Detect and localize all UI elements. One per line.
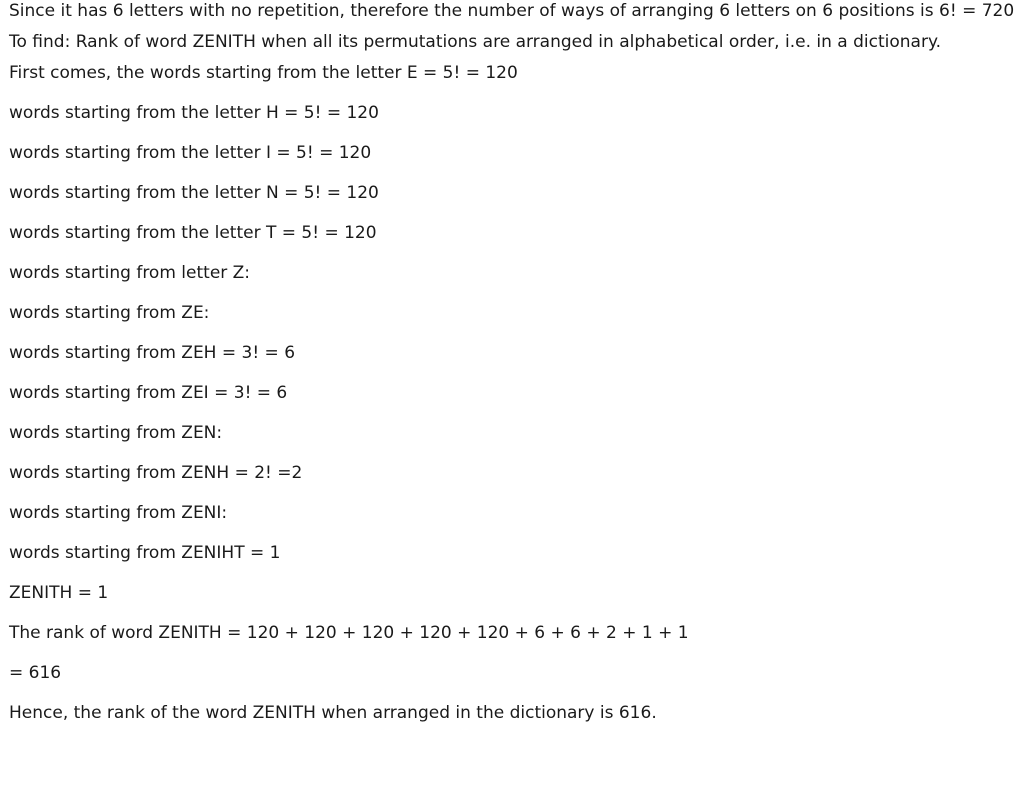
- line-rank-result: = 616: [9, 663, 62, 683]
- line-zeh: words starting from ZEH = 3! = 6: [9, 343, 296, 363]
- intro-paragraph: Since it has 6 letters with no repetition, therefore the number of ways of arranging 6 letters on 6 positions is 6! = 720: [9, 1, 1015, 21]
- line-letter-z: words starting from letter Z:: [9, 263, 251, 283]
- line-rank-sum: The rank of word ZENITH = 120 + 120 + 120 + 120 + 120 + 6 + 6 + 2 + 1 + 1: [9, 623, 689, 643]
- line-zeniht: words starting from ZENIHT = 1: [9, 543, 281, 563]
- line-zenh: words starting from ZENH = 2! =2: [9, 463, 303, 483]
- line-zenith: ZENITH = 1: [9, 583, 109, 603]
- solution-document: [9, 1, 1017, 743]
- line-letter-t: words starting from the letter T = 5! = 120: [9, 223, 377, 243]
- to-find-paragraph: To find: Rank of word ZENITH when all its permutations are arranged in alphabetical order, i.e. in a dictionary.: [9, 32, 941, 52]
- line-letter-i: words starting from the letter I = 5! = 120: [9, 143, 372, 163]
- line-letter-h: words starting from the letter H = 5! = 120: [9, 103, 379, 123]
- line-zen: words starting from ZEN:: [9, 423, 223, 443]
- line-ze: words starting from ZE:: [9, 303, 210, 323]
- line-zeni: words starting from ZENI:: [9, 503, 228, 523]
- line-letter-e: First comes, the words starting from the letter E = 5! = 120: [9, 63, 518, 83]
- line-conclusion: Hence, the rank of the word ZENITH when arranged in the dictionary is 616.: [9, 703, 657, 723]
- line-letter-n: words starting from the letter N = 5! = 120: [9, 183, 379, 203]
- line-zei: words starting from ZEI = 3! = 6: [9, 383, 288, 403]
